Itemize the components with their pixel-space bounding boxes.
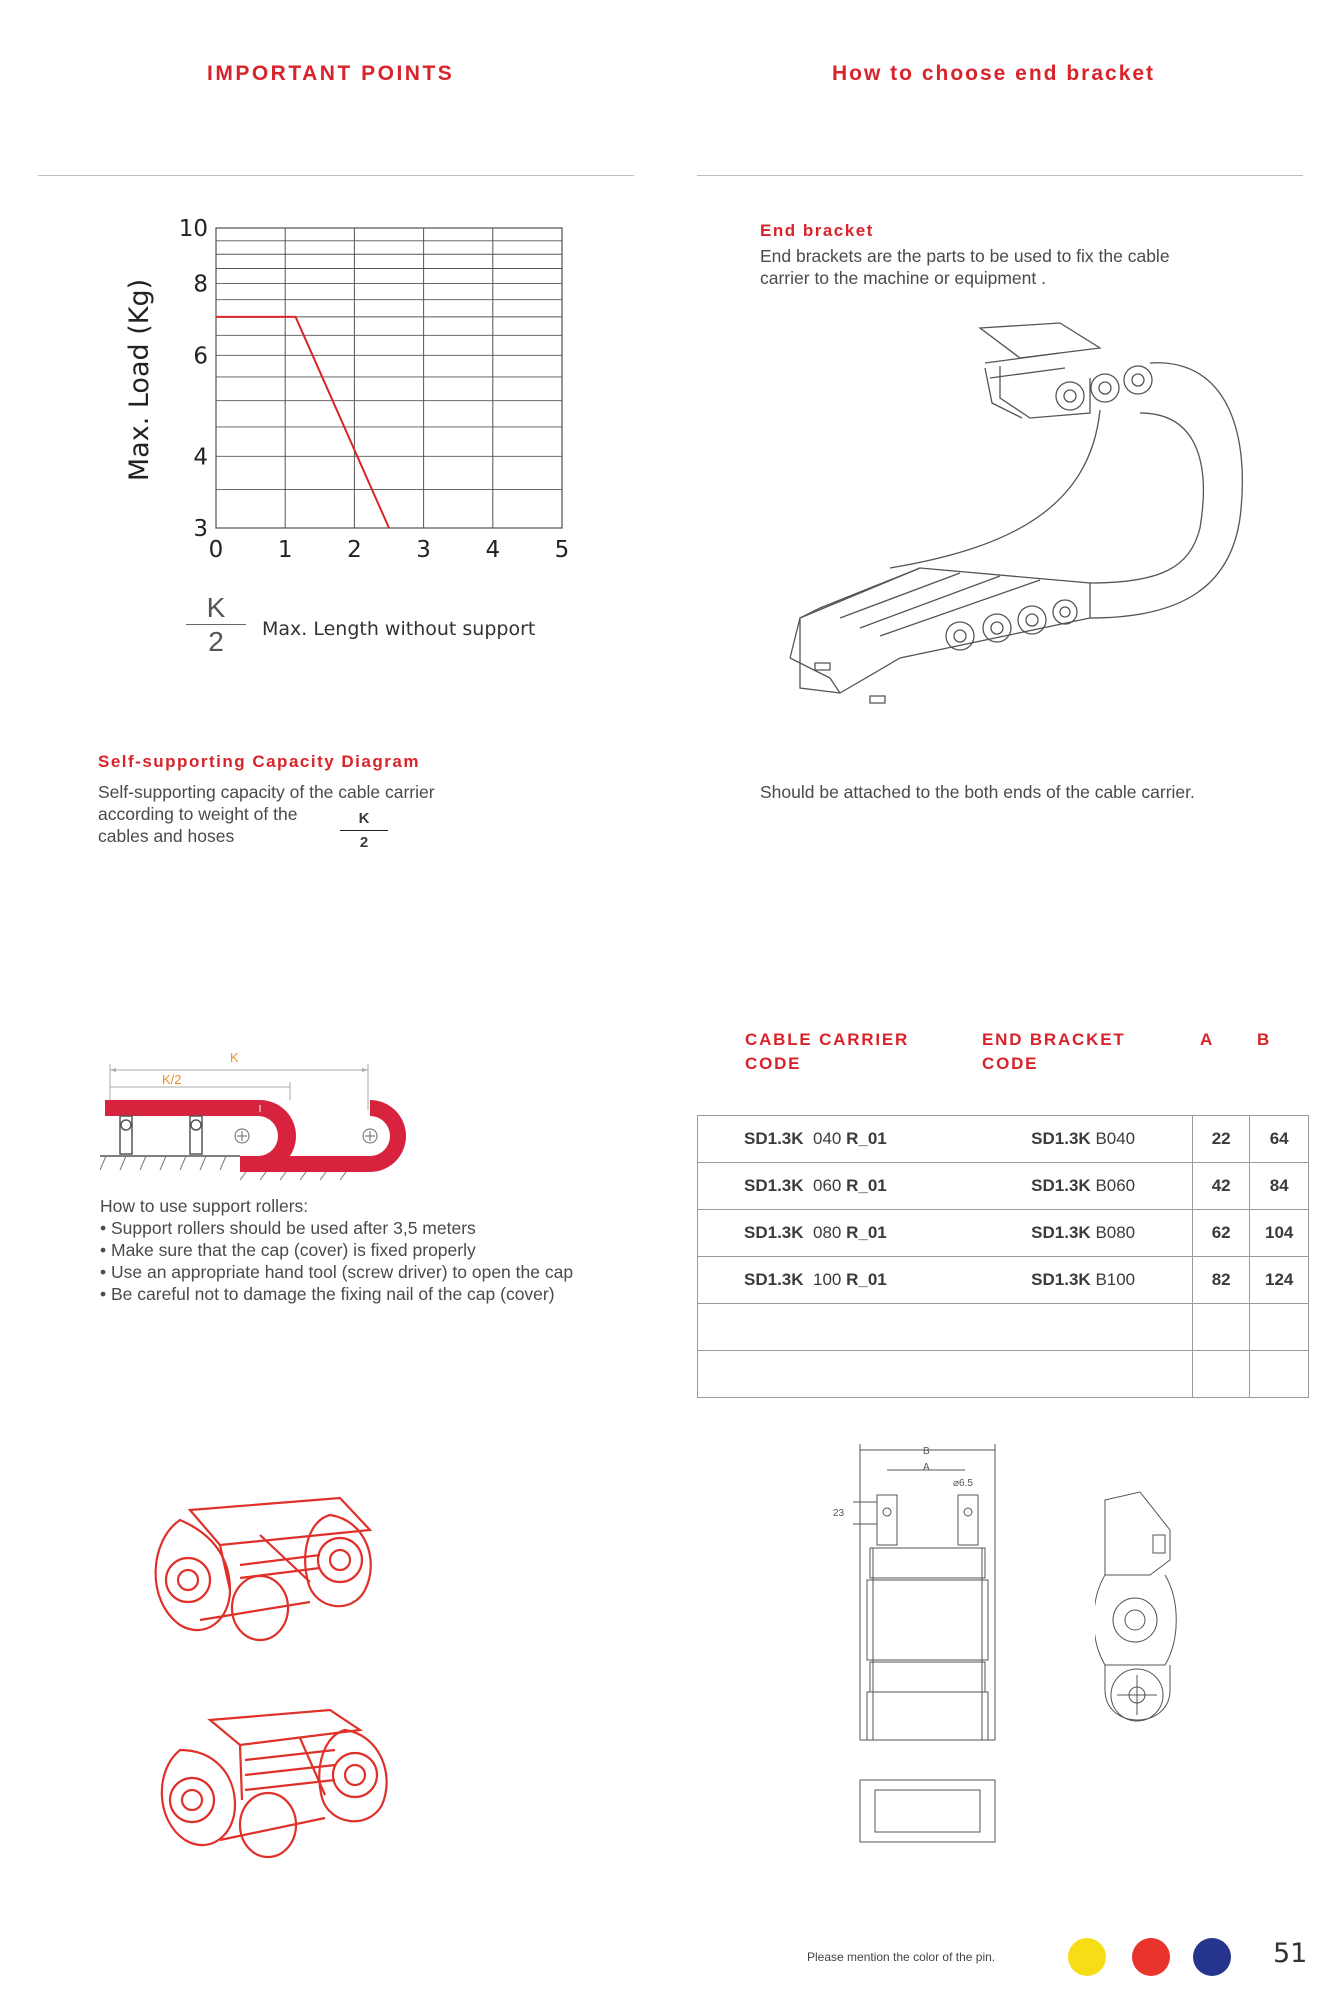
diagram-desc-line: cables and hoses xyxy=(98,826,235,846)
a-value-cell: 22 xyxy=(1192,1116,1249,1163)
attach-note: Should be attached to the both ends of the cable carrier. xyxy=(760,782,1195,802)
b-value-cell: 124 xyxy=(1250,1257,1309,1304)
support-rollers-diagram xyxy=(100,1040,420,1180)
pin-color-blue xyxy=(1193,1938,1231,1976)
desc-fraction xyxy=(340,808,388,855)
rollers-point: • Use an appropriate hand tool (screw driver) to open the cap xyxy=(100,1262,574,1282)
rollers-point: • Make sure that the cap (cover) is fixed properly xyxy=(100,1240,476,1260)
header-line: END BRACKET xyxy=(982,1030,1126,1049)
a-value-cell: 42 xyxy=(1192,1163,1249,1210)
table-row xyxy=(698,1163,1309,1210)
diagram-desc-line: according to weight of the xyxy=(98,804,298,824)
chart-fraction xyxy=(186,592,246,659)
table-row xyxy=(698,1116,1309,1163)
pin-color-red xyxy=(1132,1938,1170,1976)
cable-carrier-code-cell: SD1.3K 040 R_01 xyxy=(698,1116,988,1163)
plot-frame xyxy=(216,228,562,528)
table-row xyxy=(698,1257,1309,1304)
col-cable-carrier-code-header xyxy=(745,1028,909,1076)
x-tick-label: 0 xyxy=(208,537,224,563)
end-bracket-code-cell: SD1.3K B040 xyxy=(987,1116,1192,1163)
y-tick-label: 6 xyxy=(193,343,208,370)
x-tick-label: 1 xyxy=(277,537,293,563)
header-line: CODE xyxy=(982,1054,1039,1073)
max-load-line xyxy=(216,317,389,528)
pin-color-yellow xyxy=(1068,1938,1106,1976)
carrier-link-closed-illustration xyxy=(150,1700,410,1870)
bracket-technical-drawing xyxy=(815,1440,1035,1860)
b-value-cell: 64 xyxy=(1250,1116,1309,1163)
table-row-empty xyxy=(698,1304,1309,1351)
page-number: 51 xyxy=(1273,1938,1308,1969)
x-tick-label: 2 xyxy=(347,537,362,563)
fraction-denominator: 2 xyxy=(208,626,224,657)
x-tick-label: 4 xyxy=(485,537,501,563)
end-bracket-header: How to choose end bracket xyxy=(832,62,1156,85)
desc-fraction-den: 2 xyxy=(359,834,369,851)
carrier-link-open-illustration xyxy=(140,1490,400,1650)
x-tick-label: 3 xyxy=(416,537,431,563)
end-bracket-title: End bracket xyxy=(760,221,874,240)
col-b-header: B xyxy=(1257,1030,1272,1049)
a-value-cell: 62 xyxy=(1192,1210,1249,1257)
cable-carrier-code-cell: SD1.3K 060 R_01 xyxy=(698,1163,988,1210)
end-bracket-code-cell: SD1.3K B080 xyxy=(987,1210,1192,1257)
rollers-instructions xyxy=(100,1195,573,1305)
fraction-numerator: K xyxy=(206,592,226,623)
end-bracket-code-cell: SD1.3K B100 xyxy=(987,1257,1192,1304)
table-row xyxy=(698,1210,1309,1257)
k-dimension-label: K xyxy=(230,1050,239,1065)
cable-carrier-code-cell: SD1.3K 100 R_01 xyxy=(698,1257,988,1304)
end-bracket-desc-line: End brackets are the parts to be used to fix the cable xyxy=(760,246,1170,266)
pin-color-note: Please mention the color of the pin. xyxy=(807,1950,996,1964)
rollers-point: • Be careful not to damage the fixing nail of the cap (cover) xyxy=(100,1284,555,1304)
k2-dimension-label: K/2 xyxy=(162,1072,182,1087)
drawing-label-hole: ⌀6.5 xyxy=(953,1478,973,1489)
rollers-point: • Support rollers should be used after 3,5 meters xyxy=(100,1218,476,1238)
end-bracket-code-cell: SD1.3K B060 xyxy=(987,1163,1192,1210)
y-tick-label: 3 xyxy=(193,516,208,542)
b-value-cell: 84 xyxy=(1250,1163,1309,1210)
header-line: CODE xyxy=(745,1054,802,1073)
load-chart xyxy=(100,200,600,580)
y-tick-label: 10 xyxy=(178,216,208,242)
y-axis-label: Max. Load (Kg) xyxy=(124,278,155,482)
diagram-title: Self-supporting Capacity Diagram xyxy=(98,752,420,771)
y-tick-label: 8 xyxy=(193,271,208,298)
table-row-empty xyxy=(698,1351,1309,1398)
end-bracket-table xyxy=(697,1115,1309,1398)
drawing-label-23: 23 xyxy=(833,1508,845,1519)
header-line: CABLE CARRIER xyxy=(745,1030,910,1049)
right-divider xyxy=(697,175,1303,176)
drawing-label-b: B xyxy=(923,1446,930,1457)
link-side-technical-drawing xyxy=(1095,1490,1195,1740)
y-tick-label: 4 xyxy=(193,444,208,471)
col-a-header: A xyxy=(1200,1030,1215,1049)
rollers-title: How to use support rollers: xyxy=(100,1196,309,1216)
b-value-cell: 104 xyxy=(1250,1210,1309,1257)
col-end-bracket-code-header xyxy=(982,1028,1126,1076)
chart-fraction-text: Max. Length without support xyxy=(262,618,536,640)
left-divider xyxy=(38,175,634,176)
end-bracket-description xyxy=(760,245,1170,289)
desc-fraction-num: K xyxy=(358,810,370,827)
a-value-cell: 82 xyxy=(1192,1257,1249,1304)
important-points-header: IMPORTANT POINTS xyxy=(207,62,455,85)
x-tick-label: 5 xyxy=(554,537,570,563)
end-bracket-desc-line: carrier to the machine or equipment . xyxy=(760,268,1046,288)
diagram-desc-line: Self-supporting capacity of the cable carrier xyxy=(98,782,435,802)
cable-carrier-illustration xyxy=(760,318,1250,718)
cable-carrier-code-cell: SD1.3K 080 R_01 xyxy=(698,1210,988,1257)
drawing-label-a: A xyxy=(923,1462,930,1473)
